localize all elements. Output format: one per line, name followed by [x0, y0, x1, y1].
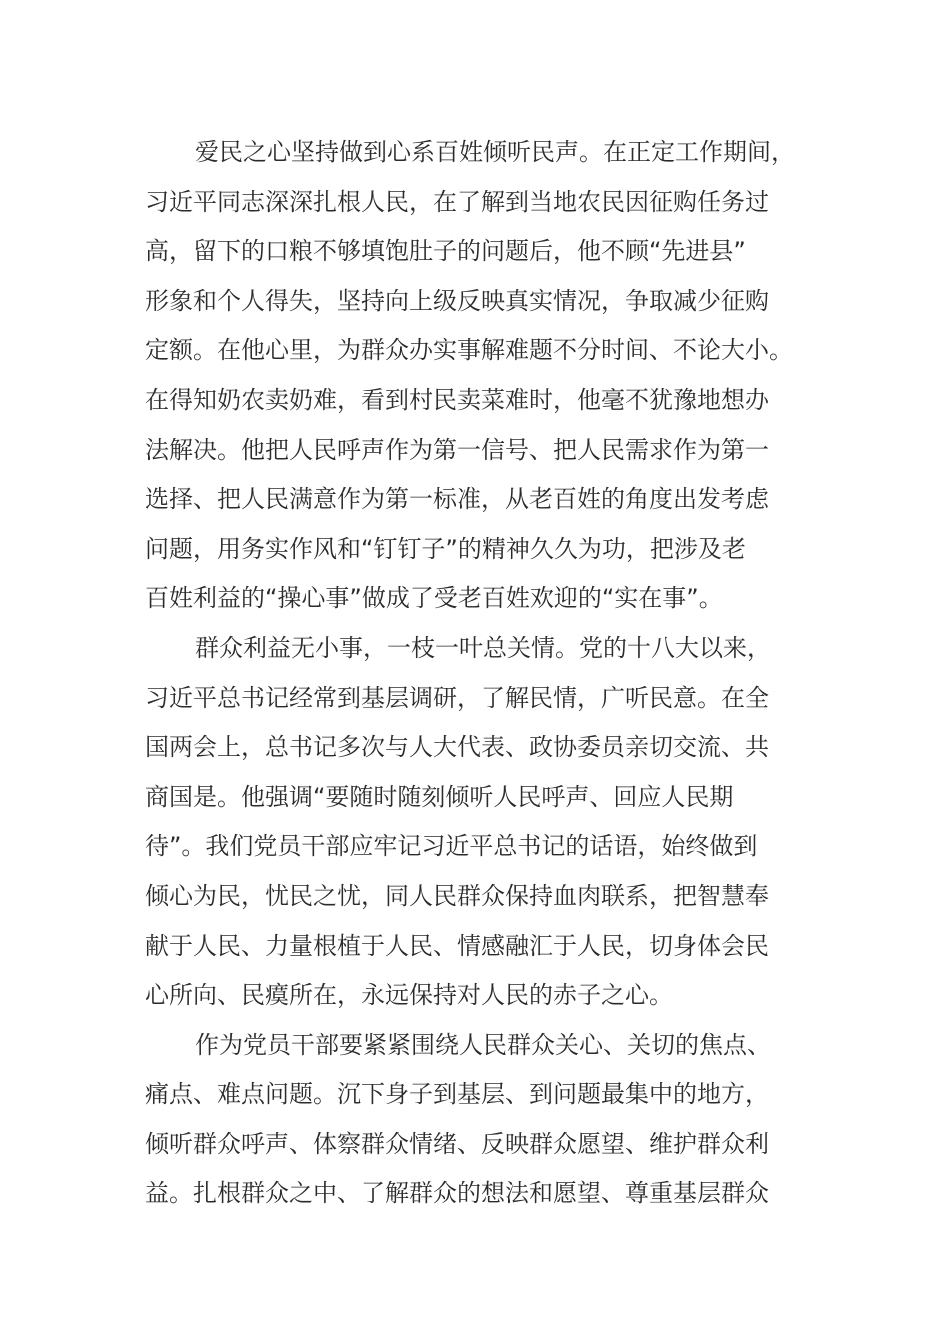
paragraph-3 [145, 1021, 805, 1219]
paragraph-line: 心所向、民瘼所在，永远保持对人民的赤子之心。 [145, 981, 673, 1010]
paragraph-line: 百姓利益的“操心事”做成了受老百姓欢迎的“实在事”。 [145, 584, 723, 613]
paragraph-line: 作为党员干部要紧紧围绕人民群众关心、关切的焦点、 [195, 1030, 771, 1059]
paragraph-line: 高，留下的口粮不够填饱肚子的问题后，他不顾“先进县” [145, 237, 746, 266]
paragraph-line: 益。扎根群众之中、了解群众的想法和愿望、尊重基层群众 [145, 1179, 769, 1208]
paragraph-line: 在得知奶农卖奶难，看到村民卖菜难时，他毫不犹豫地想办 [145, 385, 769, 414]
paragraph-line: 习近平同志深深扎根人民，在了解到当地农民因征购任务过 [145, 187, 769, 216]
paragraph-line: 群众利益无小事，一枝一叶总关情。党的十八大以来， [195, 633, 771, 662]
paragraph-line: 问题，用务实作风和“钉钉子”的精神久久为功，把涉及老 [145, 534, 746, 563]
paragraph-2 [145, 624, 805, 1021]
paragraph-line: 国两会上，总书记多次与人大代表、政协委员亲切交流、共 [145, 733, 769, 762]
paragraph-line: 选择、把人民满意作为第一标准，从老百姓的角度出发考虑 [145, 485, 769, 514]
paragraph-line: 献于人民、力量根植于人民、情感融汇于人民，切身体会民 [145, 931, 769, 960]
paragraph-line: 待”。我们党员干部应牢记习近平总书记的话语，始终做到 [145, 832, 758, 861]
paragraph-line: 爱民之心坚持做到心系百姓倾听民声。在正定工作期间， [195, 138, 795, 166]
paragraph-1 [145, 128, 805, 624]
paragraph-line: 商国是。他强调“要随时随刻倾听人民呼声、回应人民期 [145, 782, 734, 811]
paragraph-line: 法解决。他把人民呼声作为第一信号、把人民需求作为第一 [145, 435, 769, 464]
paragraph-line: 形象和个人得失，坚持向上级反映真实情况，争取减少征购 [145, 286, 769, 315]
paragraph-line: 定额。在他心里，为群众办实事解难题不分时间、不论大小。 [145, 336, 793, 365]
paragraph-line: 倾听群众呼声、体察群众情绪、反映群众愿望、维护群众利 [145, 1129, 769, 1158]
paragraph-line: 倾心为民，忧民之忧，同人民群众保持血肉联系，把智慧奉 [145, 881, 769, 910]
paragraph-line: 痛点、难点问题。沉下身子到基层、到问题最集中的地方， [145, 1080, 769, 1109]
document-body [145, 128, 805, 1219]
paragraph-line: 习近平总书记经常到基层调研，了解民情，广听民意。在全 [145, 683, 769, 712]
